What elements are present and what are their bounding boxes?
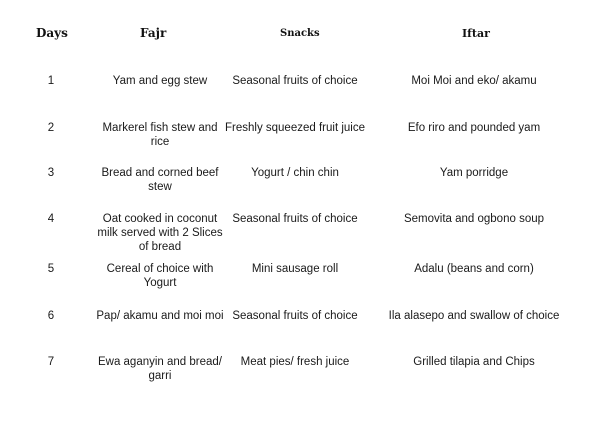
fajr-cell: Bread and corned beef stew [101,167,219,193]
day-cell: 4 [47,213,55,225]
day-cell: 2 [47,122,55,134]
header-iftar: Iftar [462,27,490,40]
fajr-cell: Cereal of choice with Yogurt [106,263,214,289]
iftar-cell: Grilled tilapia and Chips [413,356,535,368]
iftar-cell: Efo riro and pounded yam [407,122,541,134]
iftar-cell: Yam porridge [439,167,509,179]
day-cell: 5 [47,263,55,275]
fajr-cell: Markerel fish stew and rice [102,122,218,148]
fajr-cell: Ewa aganyin and bread/ garri [97,356,223,382]
fajr-cell: Pap/ akamu and moi moi [96,310,224,322]
iftar-cell: Ila alasepo and swallow of choice [388,310,560,322]
fajr-cell: Oat cooked in coconut milk served with 2 Slices of bread [97,213,223,253]
iftar-cell: Moi Moi and eko/ akamu [411,75,537,87]
header-fajr: Fajr [140,26,167,40]
iftar-cell: Adalu (beans and corn) [414,263,534,275]
snacks-cell: Freshly squeezed fruit juice [225,122,365,134]
snacks-cell: Seasonal fruits of choice [232,75,358,87]
header-snacks: Snacks [280,28,320,39]
header-days: Days [36,26,68,40]
iftar-cell: Semovita and ogbono soup [403,213,545,225]
fajr-cell: Yam and egg stew [112,75,208,87]
snacks-cell: Yogurt / chin chin [251,167,339,179]
day-cell: 1 [47,75,55,87]
snacks-cell: Mini sausage roll [251,263,339,275]
snacks-cell: Seasonal fruits of choice [232,213,358,225]
day-cell: 7 [47,356,55,368]
snacks-cell: Meat pies/ fresh juice [240,356,350,368]
day-cell: 6 [47,310,55,322]
snacks-cell: Seasonal fruits of choice [232,310,358,322]
day-cell: 3 [47,167,55,179]
